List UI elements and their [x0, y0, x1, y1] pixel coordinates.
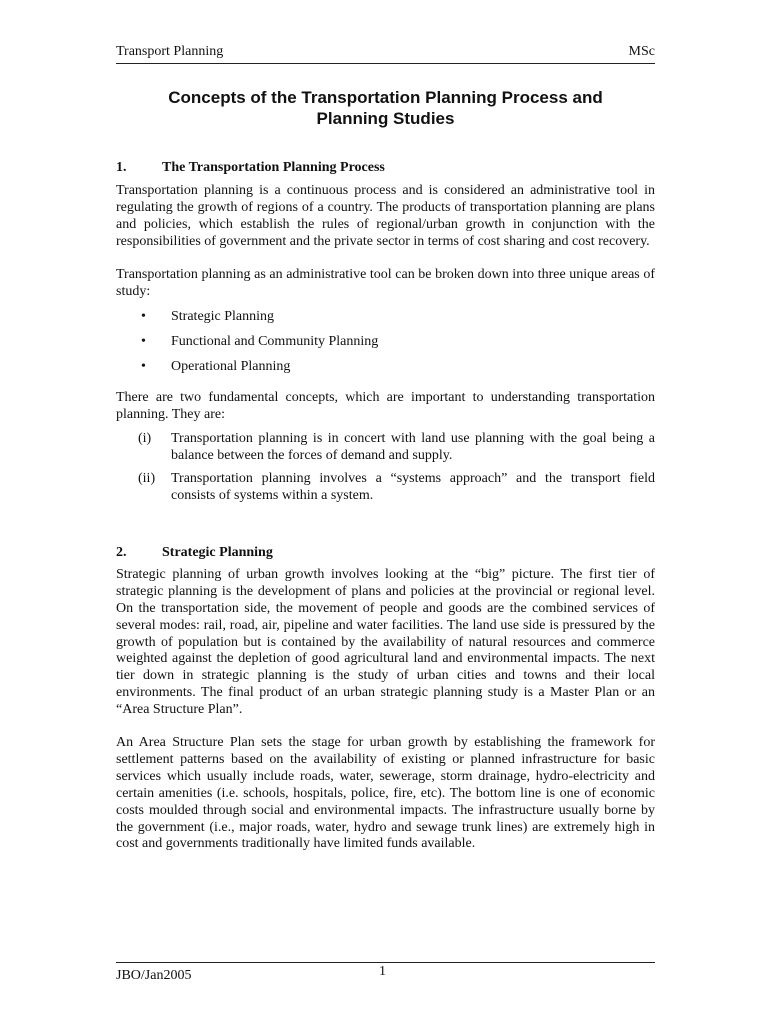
list-item-text: Operational Planning: [171, 359, 291, 375]
document-body: [116, 159, 655, 853]
document-title-line-2: Planning Studies: [316, 109, 455, 128]
section-2-paragraph-2: An Area Structure Plan sets the stage for urban growth by establishing the framework for settlement patterns based on the availability of existing or planned infrastructure for basic services which usually include roads, water, sewerage, storm drainage, hydro-electricity and certain amenities (i.e. schools, hospitals, police, fire, etc). The bottom line is one of economic costs moulded through social and environmental impacts. The infrastructure usually borne by the government (i.e., major roads, water, hydro and sewage trunk lines) are extremely high in cost and governments traditionally have limited funds available.: [116, 735, 655, 852]
section-1-title: The Transportation Planning Process: [162, 160, 385, 175]
list-item-text: Strategic Planning: [171, 309, 275, 325]
section-1-heading: [116, 159, 655, 177]
list-item: [116, 308, 655, 333]
document-title-line-1: Concepts of the Transportation Planning Process and: [168, 88, 603, 107]
list-item: [116, 471, 655, 505]
bullet-icon: •: [141, 359, 146, 375]
list-item-text: Functional and Community Planning: [171, 334, 379, 350]
section-2-paragraph-1: Strategic planning of urban growth involves looking at the “big” picture. The first tier of strategic planning is the development of plans and policies at the provincial or regional level. On the transportation side, the movement of people and goods are the combined services of several modes: rail, road, air, pipeline and water facilities. The land use side is pressured by the growth of population but is contained by the availability of natural resources and commerce weighted against the depletion of good agricultural land and environmental impacts. The next tier down in strategic planning is the study of urban cities and towns and their local environments. The final product of an urban strategic planning study is a Master Plan or an “Area Structure Plan”.: [116, 566, 655, 718]
page-number: 1: [379, 964, 386, 979]
list-item: [116, 358, 655, 383]
list-marker: (i): [138, 431, 152, 447]
header-course-title: Transport Planning: [116, 44, 224, 59]
bullet-icon: •: [141, 309, 146, 325]
section-1-paragraph-2: Transportation planning as an administrative tool can be broken down into three unique areas of study:: [116, 266, 655, 299]
section-2-number: 2.: [116, 544, 127, 560]
study-areas-list: [116, 308, 655, 383]
list-item: [116, 333, 655, 358]
document-title: [116, 87, 655, 129]
list-item-text: Transportation planning involves a “systems approach” and the transport field consists of systems within a system.: [171, 471, 655, 503]
header-program: MSc: [628, 44, 655, 59]
list-item-text: Transportation planning is in concert with land use planning with the goal being a balance between the forces of demand and supply.: [171, 431, 655, 464]
list-item: [116, 431, 655, 465]
section-2-title: Strategic Planning: [162, 544, 273, 560]
section-2-heading: [116, 544, 655, 562]
footer-author-date: JBO/Jan2005: [116, 968, 192, 983]
list-marker: (ii): [138, 471, 156, 487]
section-1-paragraph-3: There are two fundamental concepts, which are important to understanding transportation planning. They are:: [116, 390, 655, 423]
section-1-number: 1.: [116, 160, 127, 175]
concepts-list: [116, 431, 655, 505]
bullet-icon: •: [141, 334, 146, 350]
page-footer: [116, 962, 655, 983]
section-1-paragraph-1: Transportation planning is a continuous process and is considered an administrative tool in regulating the growth of regions of a country. The products of transportation planning are plans and policies, which establish the rules of regional/urban growth in conjunction with the responsibilities of government and the private sector in terms of cost sharing and cost recovery.: [116, 183, 655, 249]
page-header: [116, 43, 655, 64]
